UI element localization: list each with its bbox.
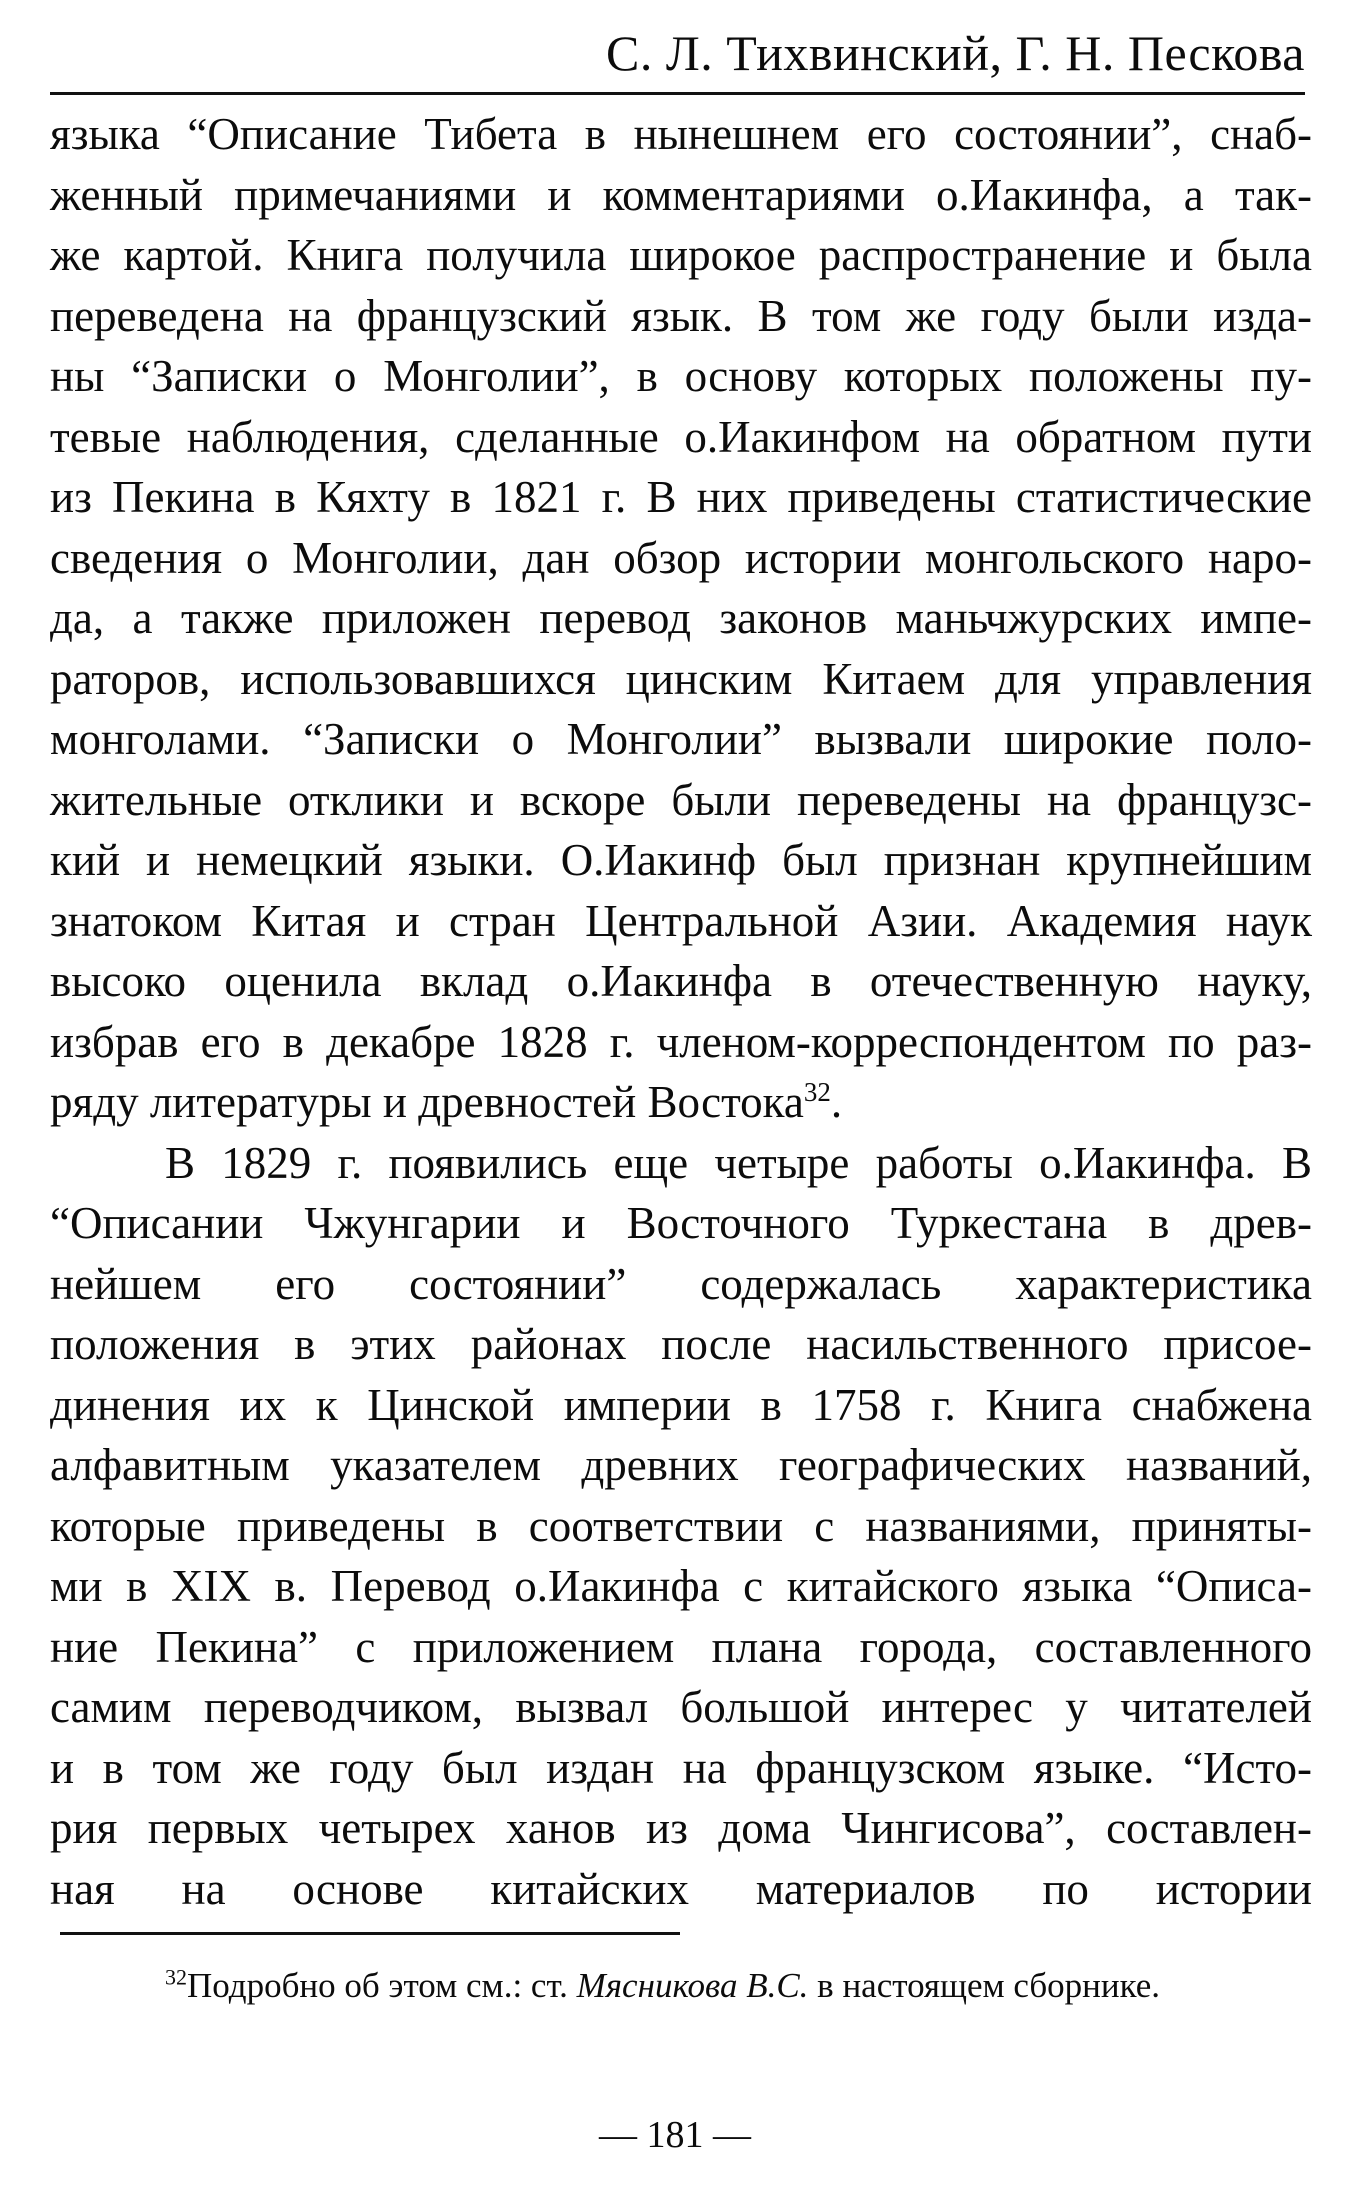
body-text [50,104,1312,1919]
text-line: динения их к Цинской империи в 1758 г. Книга снабжена [50,1379,1312,1430]
running-head: С. Л. Тихвинский, Г. Н. Пескова [606,25,1305,81]
footnote-marker: 32 [165,1964,187,1990]
text-line: самим переводчиком, вызвал большой интерес у читателей [50,1682,1312,1732]
text-line: алфавитным указателем древних географических названий, [50,1440,1312,1490]
text-line: ми в XIX в. Перевод о.Иакинфа с китайского языка “Описа- [50,1561,1312,1611]
text-line: высоко оценила вклад о.Иакинфа в отечественную науку, [50,956,1312,1006]
paragraph-end-line [50,1072,1312,1133]
text-line: монголами. “Записки о Монголии” вызвали широкие поло- [50,714,1312,764]
text-line: “Описании Чжунгарии и Восточного Туркестана в древ- [50,1198,1312,1248]
text-line-content: ряду литературы и древностей Востока [50,1077,804,1127]
paragraph-first-line: В 1829 г. появились еще четыре работы о.Иакинфа. В [165,1137,1312,1188]
text-line: и в том же году был издан на французском языке. “Исто- [50,1742,1312,1793]
text-line: да, а также приложен перевод законов маньчжурских импе- [50,593,1312,643]
text-line: из Пекина в Кяхту в 1821 г. В них приведены статистические [50,472,1312,522]
text-line: положения в этих районах после насильственного присое- [50,1319,1312,1369]
text-line: ны “Записки о Монголии”, в основу которых положены пу- [50,351,1312,401]
text-line: ная на основе китайских материалов по истории [50,1863,1312,1914]
header-rule [50,92,1305,95]
text-line: языка “Описание Тибета в нынешнем его состоянии”, снаб- [50,109,1312,159]
text-line: тевые наблюдения, сделанные о.Иакинфом на обратном пути [50,411,1312,462]
text-line: женный примечаниями и комментариями о.Иакинфа, а так- [50,169,1312,220]
footnote-text-before: Подробно об этом см.: ст. [187,1966,577,2005]
sentence-period: . [830,1077,843,1127]
text-line: которые приведены в соответствии с названиями, приняты- [50,1500,1312,1551]
footnote-rule [60,1932,680,1935]
text-line: нейшем его состоянии” содержалась характеристика [50,1258,1312,1309]
footnote-author: Мясникова В.С. [576,1966,809,2005]
text-line: знатоком Китая и стран Центральной Азии. Академия наук [50,895,1312,946]
text-line: сведения о Монголии, дан обзор истории монгольского наро- [50,532,1312,583]
text-line: переведена на французский язык. В том же году были изда- [50,290,1312,341]
text-line: кий и немецкий языки. О.Иакинф был признан крупнейшим [50,835,1312,885]
page-number: — 181 — [599,2114,751,2156]
text-line: раторов, использовавшихся цинским Китаем для управления [50,653,1312,704]
footnote [165,1962,1305,2010]
text-line: жительные отклики и вскоре были переведены на французс- [50,774,1312,825]
text-line: избрав его в декабре 1828 г. членом-корреспондентом по раз- [50,1016,1312,1067]
footnote-text-after: в настоящем сборнике. [808,1966,1161,2005]
text-line: же картой. Книга получила широкое распространение и была [50,230,1312,280]
text-line: рия первых четырех ханов из дома Чингисова”, составлен- [50,1803,1312,1853]
text-line: ние Пекина” с приложением плана города, составленного [50,1621,1312,1672]
footnote-reference[interactable]: 32 [803,1077,831,1107]
